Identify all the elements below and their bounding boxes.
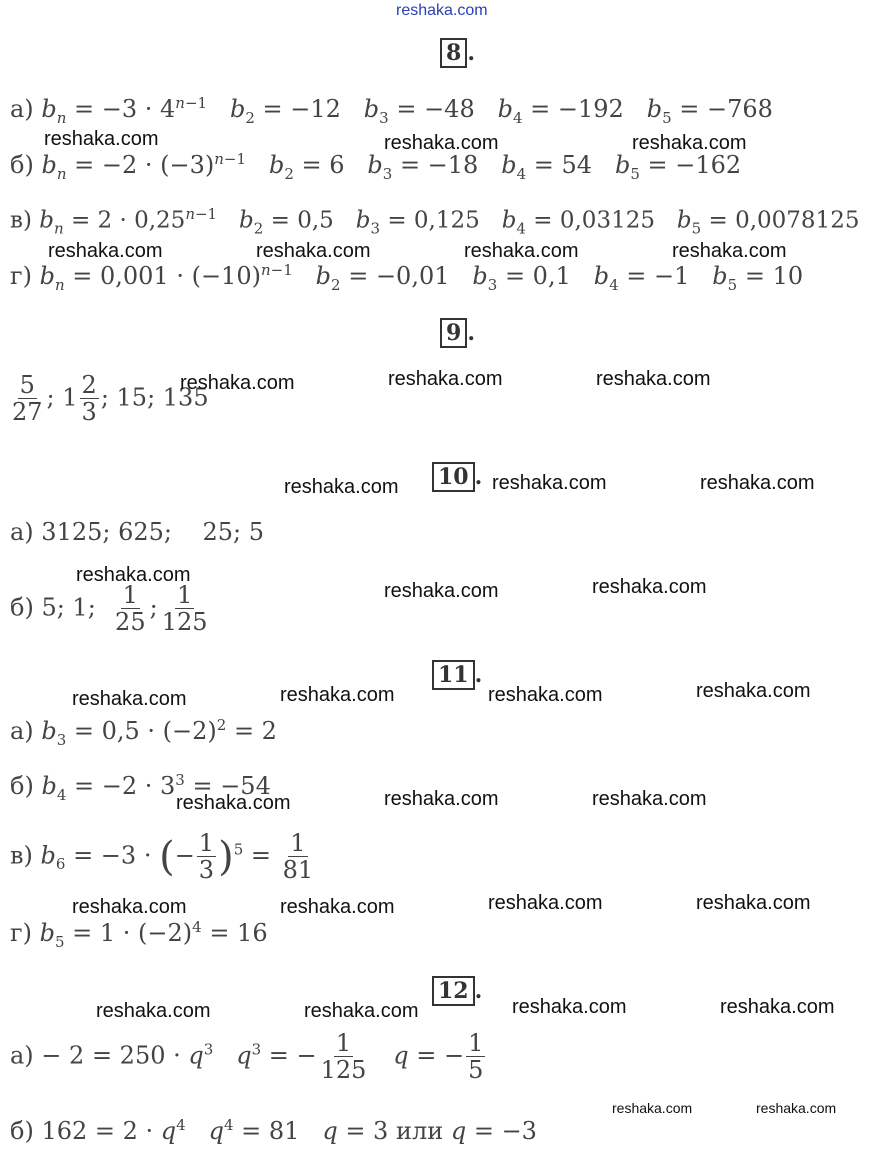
s12-line-b: б) $162 = 2 \cdot q^4$ $q^4 = 81$ q = 3 или q = −3 [10, 1116, 537, 1145]
section-12-number: 12 . [432, 976, 482, 1006]
s10-line-a: а) 3125; 625; 25; 5 [10, 518, 265, 546]
s11-line-d: г) $b_5 = 1 \cdot (-2)^4 = 16$ [10, 918, 268, 951]
watermark: reshaka.com [72, 896, 187, 918]
watermark: reshaka.com [672, 240, 787, 262]
watermark: reshaka.com [384, 132, 499, 154]
s8-line-a: а) $b_n = -3 \cdot 4^{n-1}$ $b_2 = -12$ $b_3 = -48$ $b_4 = -192$ $b_5 = -768$ [10, 94, 773, 127]
section-11-number: 11 . [432, 660, 482, 690]
watermark: reshaka.com [96, 1000, 211, 1022]
s11-line-b: б) $b_4 = -2 \cdot 3^3 = -54$ [10, 771, 271, 804]
watermark: reshaka.com [256, 240, 371, 262]
watermark: reshaka.com [72, 688, 187, 710]
watermark: reshaka.com [488, 684, 603, 706]
watermark: reshaka.com [384, 580, 499, 602]
watermark: reshaka.com [696, 680, 811, 702]
s11-line-a: а) $b_3 = 0,5 \cdot (-2)^2 = 2$ [10, 716, 277, 749]
watermark: reshaka.com [492, 472, 607, 494]
section-10-number: 10 . [432, 462, 482, 492]
s8-line-d: г) $b_n = 0,001 \cdot (-10)^{n-1}$ $b_2 = -0,01$ $b_3 = 0,1$ $b_4 = -1$ $b_5 = 10$ [10, 261, 804, 294]
section-8-number: 8 . [440, 38, 475, 68]
s9-line: $\frac{5}{27}$ ; 1 $\frac{2}{3}$ ; 15; 135 [12, 371, 209, 427]
watermark: reshaka.com [756, 1100, 837, 1116]
watermark: reshaka.com [304, 1000, 419, 1022]
watermark: reshaka.com [596, 368, 711, 390]
section-9-number: 9 . [440, 318, 475, 348]
watermark: reshaka.com [592, 788, 707, 810]
watermark: reshaka.com [48, 240, 163, 262]
watermark: reshaka.com [632, 132, 747, 154]
watermark: reshaka.com [464, 240, 579, 262]
s8-line-b: б) $b_n = -2 \cdot (-3)^{n-1}$ $b_2 = 6$ $b_3 = -18$ $b_4 = 54$ $b_5 = -162$ [10, 150, 742, 183]
site-header[interactable]: reshaka.com [396, 2, 488, 19]
watermark: reshaka.com [388, 368, 503, 390]
watermark: reshaka.com [512, 996, 627, 1018]
watermark: reshaka.com [76, 564, 191, 586]
watermark: reshaka.com [700, 472, 815, 494]
watermark: reshaka.com [44, 128, 159, 150]
watermark: reshaka.com [488, 892, 603, 914]
s8-line-c: в) $b_n = 2 \cdot 0,25^{n-1}$ $b_2 = 0,5$ $b_3 = 0,125$ $b_4 = 0,03125$ $b_5 = 0,0078125$ [10, 205, 860, 238]
watermark: reshaka.com [612, 1100, 693, 1116]
watermark: reshaka.com [280, 896, 395, 918]
watermark: reshaka.com [284, 476, 399, 498]
s10-line-b: б) 5; 1; $\frac{1}{25}$ ; $\frac{1}{125}$ [10, 581, 208, 637]
watermark: reshaka.com [592, 576, 707, 598]
watermark: reshaka.com [280, 684, 395, 706]
watermark: reshaka.com [696, 892, 811, 914]
watermark: reshaka.com [384, 788, 499, 810]
s11-line-c: в) $b_6 = -3$ · (− $\frac{1}{3}$ )$^5$ = $\frac{1}{81}$ [10, 829, 314, 885]
watermark: reshaka.com [720, 996, 835, 1018]
watermark: reshaka.com [180, 372, 295, 394]
watermark: reshaka.com [176, 792, 291, 814]
s12-line-a: $а) - 2 = 250 \cdot q^3$ $q^3$ = − $\frac{1}{125}$ q = − $\frac{1}{5}$ [10, 1029, 484, 1085]
